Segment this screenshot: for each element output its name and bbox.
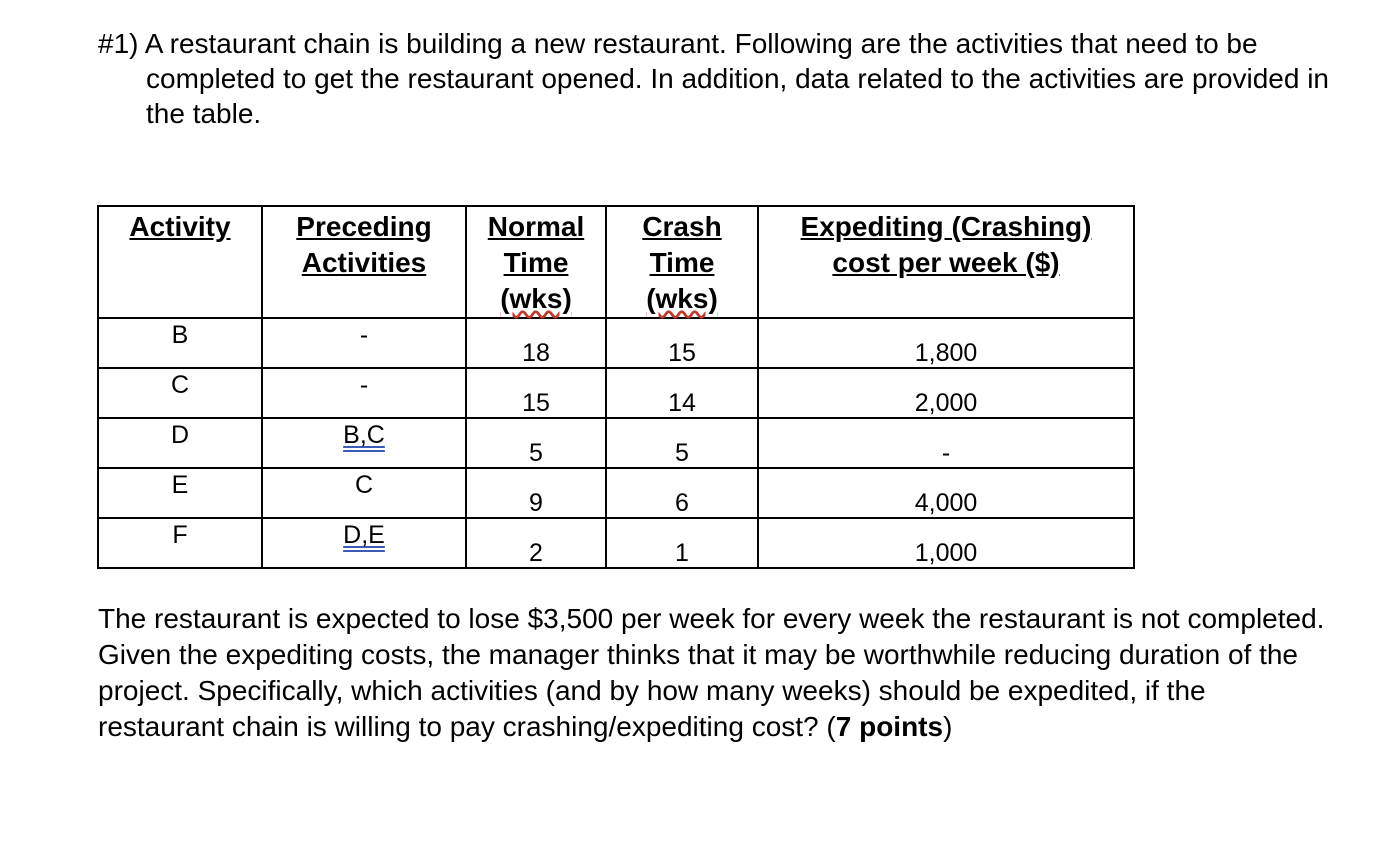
normal-time-cell: 2 xyxy=(466,518,606,568)
table-row xyxy=(98,418,1134,468)
header-activity: Activity xyxy=(98,206,262,318)
header-crash-time: Crash Time (wks) xyxy=(606,206,758,318)
preceding-cell: C xyxy=(262,468,466,518)
normal-time-cell: 5 xyxy=(466,418,606,468)
normal-time-cell: 18 xyxy=(466,318,606,368)
activity-cell: E xyxy=(98,468,262,518)
cost-cell: 1,800 xyxy=(758,318,1134,368)
activity-cell: F xyxy=(98,518,262,568)
preceding-cell: D,E xyxy=(262,518,466,568)
crash-time-cell: 6 xyxy=(606,468,758,518)
activity-table xyxy=(97,205,1135,569)
crash-time-cell: 5 xyxy=(606,418,758,468)
header-normal-time: Normal Time (wks) xyxy=(466,206,606,318)
activity-cell: D xyxy=(98,418,262,468)
table-header-row xyxy=(98,206,1134,318)
table-row xyxy=(98,518,1134,568)
preceding-cell: - xyxy=(262,318,466,368)
cost-cell: 4,000 xyxy=(758,468,1134,518)
table-row xyxy=(98,468,1134,518)
header-preceding-activities: Preceding Activities xyxy=(262,206,466,318)
closing-paren: ) xyxy=(943,711,953,742)
crash-time-cell: 1 xyxy=(606,518,758,568)
points-label: 7 points xyxy=(835,711,944,742)
normal-time-cell: 9 xyxy=(466,468,606,518)
table-row xyxy=(98,368,1134,418)
crash-time-cell: 14 xyxy=(606,368,758,418)
table-row xyxy=(98,318,1134,368)
preceding-cell: - xyxy=(262,368,466,418)
header-expediting-cost: Expediting (Crashing) cost per week ($) xyxy=(758,206,1134,318)
cost-cell: - xyxy=(758,418,1134,468)
cost-cell: 1,000 xyxy=(758,518,1134,568)
question-closing xyxy=(98,601,1328,745)
preceding-cell: B,C xyxy=(262,418,466,468)
activity-cell: B xyxy=(98,318,262,368)
cost-cell: 2,000 xyxy=(758,368,1134,418)
normal-time-cell: 15 xyxy=(466,368,606,418)
activity-cell: C xyxy=(98,368,262,418)
closing-text: The restaurant is expected to lose $3,500 per week for every week the restaurant is not completed. Given the expediting costs, the manager thinks that it may be worthwhile reducing duration of the project. Specifically, which activities (and by how many weeks) should be expedited, if the restaurant chain is willing to pay crashing/expediting cost? ( xyxy=(98,603,1325,742)
crash-time-cell: 15 xyxy=(606,318,758,368)
question-intro: #1) A restaurant chain is building a new restaurant. Following are the activities that need to be completed to get the restaurant opened. In addition, data related to the activities are provided in the table. xyxy=(98,28,1329,129)
